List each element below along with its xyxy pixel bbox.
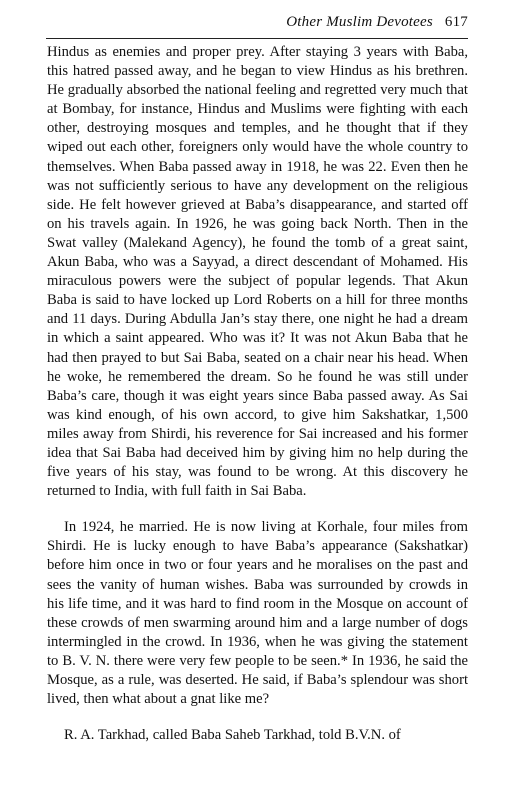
page-number: 617: [444, 14, 468, 30]
paragraph: R. A. Tarkhad, called Baba Saheb Tarkhad, told B.V.N. of: [64, 727, 401, 744]
paragraph: Hindus as enemies and proper prey. After staying 3 years with Baba, this hatred passed away, and he began to view Hindus as his brethren. He gradually absorbed the national feeling and regretted very much that at Bombay, for instance, Hindus and Muslims were fighting with each other, destroying mosques and temples, and he thought that if they wiped out each other, foreigners only would have the whole country to themselves. When Baba passed away in 1918, he was 22. Even then he was not sufficiently serious to have any development on the religious side. He felt however grieved at Baba’s disappearance, and started off on his travels again. In 1926, he was going back North. Then in the Swat valley (Malekand Agency), he found the tomb of a great saint, Akun Baba, who was a Sayyad, a direct descendant of Mohamed. His miraculous powers were the subject of popular legends. That Akun Baba is said to have locked up Lord Roberts on a hill for three months and 11 days. During Abdulla Jan’s stay there, one night he had a dream in which a saint appeared. Who was it? It was not Akun Baba that he had then prayed to but Sai Baba, seated on a chair near his head. When he woke, he remembered the dream. So he found he was still under Baba’s care, though it was eight years since Baba passed away. As Sai was kind enough, of his own accord, to give him Sakshatkar, 1,500 miles away from Shirdi, his reverence for Sai increased and his former idea that Sai Baba had deceived him by giving him no help during the five years of his stay, was found to be wrong. At this discovery he returned to India, with full faith in Sai Baba.: [47, 44, 468, 500]
running-head-title: Other Muslim Devotees: [286, 14, 433, 30]
running-head: [286, 14, 468, 31]
header-rule: [46, 38, 468, 39]
paragraph: In 1924, he married. He is now living at Korhale, four miles from Shirdi. He is lucky enough to have Baba’s appearance (Sakshatkar) before him once in two or four years and he moralises on the past and sees the vanity of human wishes. Baba was surrounded by crowds in his life time, and it was hard to find room in the Mosque on account of these crowds of men swarming around him and a large number of dogs intermingled in the crowd. In 1936, when he was giving the statement to B. V. N. there were very few people to be seen.* In 1936, he said the Mosque, as a rule, was deserted. He said, if Baba’s splendour was short lived, then what about a gnat like me?: [47, 519, 468, 708]
body-text: [47, 43, 468, 745]
